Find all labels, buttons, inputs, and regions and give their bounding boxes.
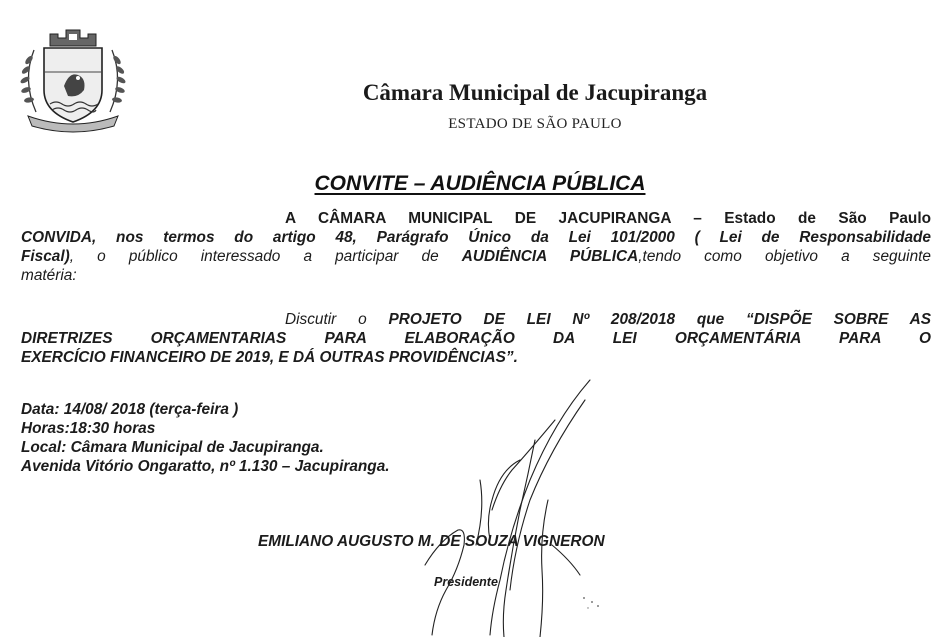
paragraph2-part4: EXERCÍCIO FINANCEIRO DE 2019, E DÁ OUTRAS PROVIDÊNCIAS”. [21,349,518,366]
event-date: Data: 14/08/ 2018 (terça-feira ) [21,401,239,418]
event-details [21,400,390,476]
paragraph1-part6: ,tendo como objetivo a seguinte [638,248,931,265]
signer-role: Presidente [434,575,498,589]
organization-name: Câmara Municipal de Jacupiranga [362,80,708,105]
paragraph2-part3: DIRETRIZES ORÇAMENTARIAS PARA ELABORAÇÃO DA LEI ORÇAMENTÁRIA PARA O [21,330,931,347]
scan-noise [578,592,608,612]
document-title: CONVITE – AUDIÊNCIA PÚBLICA [314,172,646,195]
signer-name: EMILIANO AUGUSTO M. DE SOUZA VIGNERON [258,533,605,550]
paragraph1-part4: , o público interessado a participar de [69,248,462,265]
event-place: Local: Câmara Municipal de Jacupiranga. [21,439,324,456]
paragraph2-part2: PROJETO DE LEI Nº 208/2018 que “DISPÕE SOBRE AS [388,311,931,328]
paragraph2-part1: Discutir o [285,311,389,328]
subject-paragraph [21,310,931,367]
paragraph1-part2: CONVIDA, nos termos do artigo 48, Parágrafo Único da Lei 101/2000 ( Lei de Responsabilidade [21,229,931,246]
organization-state: ESTADO DE SÃO PAULO [448,116,622,132]
event-time: Horas:18:30 horas [21,420,156,437]
coat-of-arms-icon [14,20,132,138]
invitation-paragraph [21,209,931,285]
event-address: Avenida Vitório Ongaratto, nº 1.130 – Jacupiranga. [21,458,390,475]
paragraph1-part3: Fiscal) [21,248,70,265]
paragraph1-part5: AUDIÊNCIA PÚBLICA [461,248,639,265]
paragraph1-part7: matéria: [21,267,77,284]
paragraph1-part1: A CÂMARA MUNICIPAL DE JACUPIRANGA – Estado de São Paulo [285,210,931,227]
